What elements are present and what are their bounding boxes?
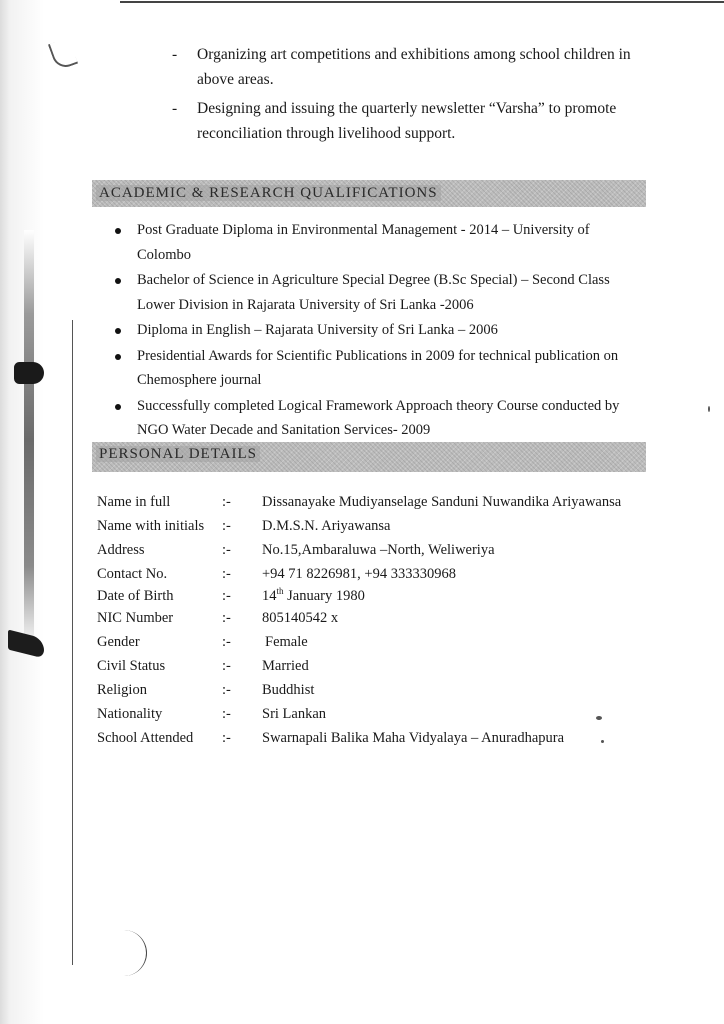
bullet-icon — [115, 354, 121, 360]
page-top-edge — [120, 1, 724, 3]
detail-value: Buddhist — [262, 682, 315, 698]
list-item — [172, 96, 632, 146]
section-title: ACADEMIC & RESEARCH QUALIFICATIONS — [96, 185, 441, 201]
list-item-text: Bachelor of Science in Agriculture Special Degree (B.Sc Special) – Second Class Lower Division in Rajarata University of Sri Lanka -2006 — [137, 272, 610, 313]
scan-speck — [596, 716, 602, 720]
list-item-text: Successfully completed Logical Framework Approach theory Course conducted by NGO Water Decade and Sanitation Services- 2009 — [137, 397, 620, 438]
list-item-text: Diploma in English – Rajarata University of Sri Lanka – 2006 — [137, 322, 498, 338]
list-item — [112, 344, 642, 393]
detail-value: Swarnapali Balika Maha Vidyalaya – Anuradhapura — [262, 730, 565, 746]
detail-value: Married — [262, 658, 309, 674]
detail-label: Nationality — [97, 706, 163, 722]
dob-ordinal: th — [276, 586, 284, 597]
bullet-icon — [115, 404, 121, 410]
scan-shadow-left — [0, 0, 44, 1024]
detail-label: Name with initials — [97, 518, 205, 534]
detail-value: 805140542 x — [262, 610, 339, 626]
personal-section-header — [92, 442, 646, 472]
bullet-icon — [115, 328, 121, 334]
dob-rest: January 1980 — [283, 588, 365, 604]
detail-separator: :- — [222, 566, 231, 582]
bullet-icon — [115, 228, 121, 234]
detail-label: Address — [97, 542, 145, 558]
detail-value: Female — [265, 634, 308, 650]
academic-bullet-list — [112, 218, 642, 444]
detail-value: Dissanayake Mudiyanselage Sanduni Nuwandika Ariyawansa — [262, 494, 622, 510]
detail-label: Civil Status — [97, 658, 166, 674]
detail-label: NIC Number — [97, 610, 174, 626]
academic-section-header — [92, 180, 646, 207]
list-item-text: Post Graduate Diploma in Environmental Management - 2014 – University of Colombo — [137, 222, 590, 263]
dash-marker: - — [172, 100, 178, 117]
detail-separator: :- — [222, 542, 231, 558]
detail-label: Gender — [97, 634, 140, 650]
list-item-text: Presidential Awards for Scientific Publications in 2009 for technical publication on Chemosphere journal — [137, 347, 619, 388]
intro-bullet-list — [172, 42, 632, 150]
detail-label: Name in full — [97, 494, 171, 510]
detail-value: No.15,Ambaraluwa –North, Weliweriya — [262, 542, 495, 558]
dob-day: 14 — [262, 588, 277, 604]
bullet-icon — [115, 278, 121, 284]
margin-rule — [72, 320, 73, 965]
list-item — [172, 42, 632, 92]
scan-speck — [601, 740, 604, 743]
detail-label: School Attended — [97, 730, 194, 746]
list-item-text: Organizing art competitions and exhibitions among school children in above areas. — [197, 46, 631, 88]
detail-value: +94 71 8226981, +94 333330968 — [262, 566, 456, 582]
detail-label: Religion — [97, 682, 147, 698]
pen-mark — [48, 37, 78, 71]
list-item — [112, 318, 642, 343]
detail-separator: :- — [222, 494, 231, 510]
detail-label: Date of Birth — [97, 588, 174, 604]
detail-separator: :- — [222, 730, 231, 746]
detail-separator: :- — [222, 588, 231, 604]
scan-binding-shadow — [24, 230, 34, 650]
dash-marker: - — [172, 46, 178, 63]
detail-separator: :- — [222, 658, 231, 674]
list-item-text: Designing and issuing the quarterly newsletter “Varsha” to promote reconciliation through livelihood support. — [197, 100, 617, 142]
list-item — [112, 394, 642, 443]
detail-label: Contact No. — [97, 566, 168, 582]
section-title: PERSONAL DETAILS — [96, 446, 260, 462]
detail-value — [262, 586, 365, 606]
detail-value: Sri Lankan — [262, 706, 327, 722]
detail-separator: :- — [222, 610, 231, 626]
pen-curve — [112, 930, 147, 976]
scan-blot-upper — [14, 362, 44, 384]
detail-separator: :- — [222, 634, 231, 650]
detail-separator: :- — [222, 706, 231, 722]
list-item — [112, 268, 642, 317]
detail-separator: :- — [222, 518, 231, 534]
scan-speck — [708, 406, 710, 412]
list-item — [112, 218, 642, 267]
detail-separator: :- — [222, 682, 231, 698]
detail-value: D.M.S.N. Ariyawansa — [262, 518, 391, 534]
